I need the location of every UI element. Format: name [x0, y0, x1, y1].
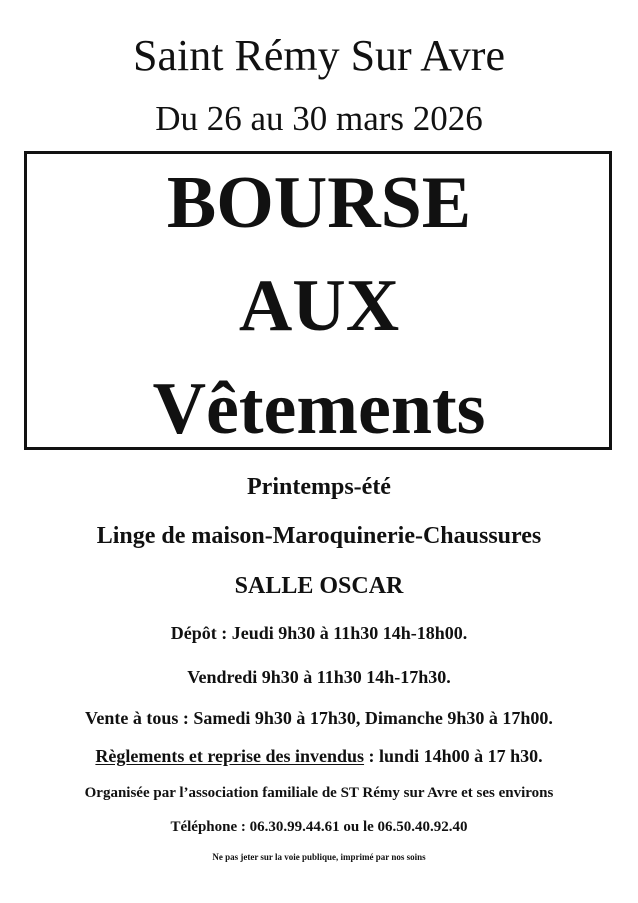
depot-schedule-friday: Vendredi 9h30 à 11h30 14h-17h30. [187, 667, 451, 687]
title-line-aux: AUX [238, 265, 400, 347]
event-dates: Du 26 au 30 mars 2026 [155, 99, 483, 138]
venue-text: SALLE OSCAR [234, 573, 404, 599]
town-name: Saint Rémy Sur Avre [133, 31, 505, 80]
settlement-schedule [0, 743, 638, 769]
settlement-label: Règlements et reprise des invendus [95, 746, 365, 766]
sale-schedule: Vente à tous : Samedi 9h30 à 17h30, Dimanche 9h30 à 17h00. [85, 708, 553, 728]
phone-text: Téléphone : 06.30.99.44.61 ou le 06.50.40.92.40 [170, 819, 468, 835]
settlement-time: : lundi 14h00 à 17 h30. [364, 746, 543, 766]
disposal-note: Ne pas jeter sur la voie publique, imprimé par nos soins [212, 852, 426, 862]
title-line-bourse: BOURSE [166, 162, 472, 244]
items-text: Linge de maison-Maroquinerie-Chaussures [96, 523, 542, 549]
season-text: Printemps-été [247, 474, 391, 500]
depot-schedule-thursday: Dépôt : Jeudi 9h30 à 11h30 14h-18h00. [170, 623, 468, 643]
organizer-text: Organisée par l’association familiale de ST Rémy sur Avre et ses environs [84, 785, 554, 801]
title-line-vetements: Vêtements [152, 368, 486, 450]
